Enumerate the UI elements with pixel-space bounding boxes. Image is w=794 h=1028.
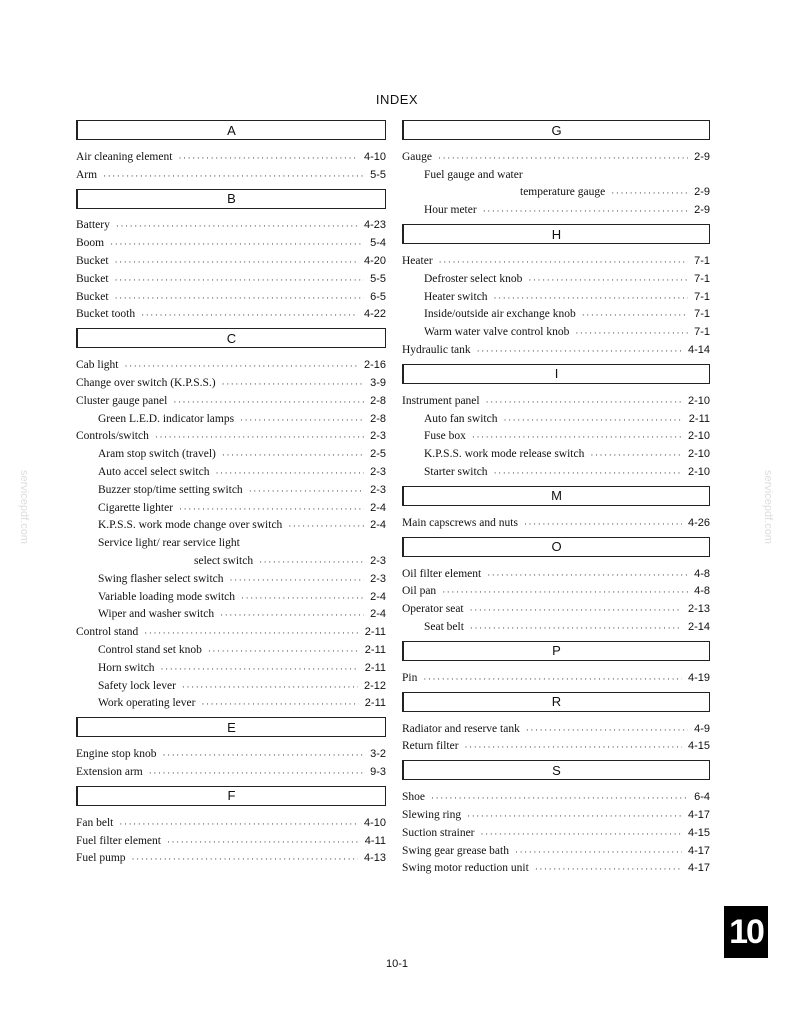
page-title: INDEX <box>375 92 419 107</box>
index-entry <box>76 760 386 778</box>
entry-page: 2-10 <box>687 430 710 443</box>
entry-text: Bucket <box>76 290 109 303</box>
dot-leader <box>115 275 365 285</box>
index-entry <box>76 585 386 603</box>
entry-page: 2-12 <box>363 679 386 692</box>
entry-page: 4-10 <box>363 150 386 163</box>
entry-text: Operator seat <box>402 603 464 616</box>
index-entry <box>402 267 710 285</box>
dot-leader <box>161 664 359 674</box>
entry-page: 4-20 <box>363 254 386 267</box>
entry-page: 7-1 <box>694 272 710 285</box>
dot-leader <box>524 519 682 529</box>
dot-leader <box>149 768 364 778</box>
entry-text: Buzzer stop/time setting switch <box>98 483 243 496</box>
index-entry <box>402 249 710 267</box>
entry-page: 2-8 <box>370 412 386 425</box>
dot-leader <box>182 682 358 692</box>
entry-page: 4-17 <box>687 844 710 857</box>
index-entry <box>402 597 710 615</box>
index-entry <box>76 407 386 425</box>
dot-leader <box>115 257 358 267</box>
page-number: 10-1 <box>385 958 409 970</box>
entry-text: Pin <box>402 671 418 684</box>
dot-leader <box>179 504 364 514</box>
dot-leader <box>103 171 364 181</box>
index-entry <box>402 857 710 875</box>
index-entry <box>76 460 386 478</box>
entry-page: 2-3 <box>370 465 386 478</box>
entry-page: 4-8 <box>694 585 710 598</box>
index-section-h <box>402 224 710 356</box>
entry-page: 2-4 <box>370 608 386 621</box>
index-entry <box>402 425 710 443</box>
entry-text: select switch <box>194 554 254 567</box>
index-section-i <box>402 364 710 478</box>
entry-page: 5-4 <box>370 237 386 250</box>
index-entry <box>76 267 386 285</box>
index-entry <box>402 821 710 839</box>
index-section-m <box>402 486 710 529</box>
entry-text: Work operating lever <box>98 697 196 710</box>
index-entry <box>76 389 386 407</box>
dot-leader <box>230 575 365 585</box>
entry-text: Slewing ring <box>402 808 462 821</box>
index-entry <box>76 531 386 549</box>
index-entry <box>76 145 386 163</box>
dot-leader <box>167 837 359 847</box>
index-entry <box>402 303 710 321</box>
section-letter-header: S <box>402 760 710 780</box>
entry-page: 4-10 <box>363 816 386 829</box>
entry-page: 2-9 <box>694 150 710 163</box>
index-entry <box>76 214 386 232</box>
entry-text: Fuel pump <box>76 852 126 865</box>
dot-leader <box>438 153 688 163</box>
index-entry <box>402 580 710 598</box>
dot-leader <box>423 674 682 684</box>
entry-page: 2-3 <box>370 572 386 585</box>
entry-text: Arm <box>76 168 98 181</box>
section-letter-header: C <box>76 328 386 348</box>
entry-page: 2-16 <box>363 359 386 372</box>
entry-text: Hydraulic tank <box>402 343 471 356</box>
dot-leader <box>472 432 682 442</box>
entry-text: Cluster gauge panel <box>76 394 168 407</box>
entry-page: 7-1 <box>694 290 710 303</box>
entry-page: 2-10 <box>687 394 710 407</box>
dot-leader <box>528 275 688 285</box>
index-entry <box>76 656 386 674</box>
section-letter-header: M <box>402 486 710 506</box>
entry-page: 5-5 <box>370 272 386 285</box>
dot-leader <box>439 257 688 267</box>
index-section-c <box>76 328 386 709</box>
entry-page: 4-11 <box>364 834 386 847</box>
index-entry <box>76 829 386 847</box>
entry-page: 7-1 <box>694 308 710 321</box>
index-entry <box>402 735 710 753</box>
index-entry <box>76 674 386 692</box>
index-entry <box>402 442 710 460</box>
index-section-e <box>76 717 386 778</box>
entry-text: Starter switch <box>424 465 488 478</box>
entry-text: Aram stop switch (travel) <box>98 448 216 461</box>
index-entry <box>76 371 386 389</box>
entry-page: 4-15 <box>687 826 710 839</box>
entry-page: 2-8 <box>370 394 386 407</box>
dot-leader <box>173 397 364 407</box>
index-column-right <box>402 120 710 882</box>
entry-page: 4-17 <box>687 862 710 875</box>
index-entry <box>76 303 386 321</box>
entry-page: 4-19 <box>687 671 710 684</box>
index-section-a <box>76 120 386 181</box>
entry-text: Control stand <box>76 626 139 639</box>
index-entry <box>402 511 710 529</box>
index-entry <box>402 181 710 199</box>
index-entry <box>402 338 710 356</box>
index-entry <box>402 717 710 735</box>
dot-leader <box>611 188 688 198</box>
index-entry <box>76 496 386 514</box>
entry-text: Safety lock lever <box>98 679 176 692</box>
entry-text: Defroster select knob <box>424 272 523 285</box>
entry-text: Bucket <box>76 272 109 285</box>
dot-leader <box>486 397 682 407</box>
entry-page: 2-9 <box>694 186 710 199</box>
entry-text: Suction strainer <box>402 826 475 839</box>
index-entry <box>76 442 386 460</box>
entry-text: Warm water valve control knob <box>424 326 570 339</box>
index-entry <box>76 638 386 656</box>
entry-page: 2-4 <box>370 519 386 532</box>
entry-text: Cab light <box>76 359 119 372</box>
index-entry <box>76 425 386 443</box>
entry-text: Engine stop knob <box>76 748 157 761</box>
section-letter-header: H <box>402 224 710 244</box>
entry-page: 5-5 <box>370 168 386 181</box>
entry-page: 2-11 <box>364 626 386 639</box>
index-section-r <box>402 692 710 753</box>
entry-text: Radiator and reserve tank <box>402 722 520 735</box>
dot-leader <box>442 587 688 597</box>
index-entry <box>402 163 710 181</box>
entry-text: Oil pan <box>402 585 437 598</box>
index-section-p <box>402 641 710 684</box>
entry-page: 2-9 <box>694 204 710 217</box>
index-entry <box>76 811 386 829</box>
index-column-left <box>76 120 386 872</box>
entry-page: 2-11 <box>364 643 386 656</box>
dot-leader <box>487 570 688 580</box>
entry-text: Fuel filter element <box>76 834 161 847</box>
entry-text: Swing motor reduction unit <box>402 862 529 875</box>
index-section-g <box>402 120 710 216</box>
index-entry <box>76 549 386 567</box>
index-entry <box>76 285 386 303</box>
index-entry <box>76 742 386 760</box>
entry-page: 2-11 <box>364 661 386 674</box>
dot-leader <box>163 750 365 760</box>
dot-leader <box>141 310 358 320</box>
dot-leader <box>208 646 359 656</box>
section-letter-header: A <box>76 120 386 140</box>
watermark-left: servicepdf.com <box>18 470 30 544</box>
entry-page: 3-2 <box>370 748 386 761</box>
entry-text: Seat belt <box>424 620 464 633</box>
entry-page: 4-14 <box>687 343 710 356</box>
entry-text: Horn switch <box>98 661 155 674</box>
watermark-right: servicepdf.com <box>762 470 774 544</box>
index-section-b <box>76 189 386 321</box>
index-entry <box>76 847 386 865</box>
entry-text: Air cleaning element <box>76 150 173 163</box>
entry-text: Bucket <box>76 254 109 267</box>
entry-text: Control stand set knob <box>98 643 202 656</box>
index-entry <box>402 145 710 163</box>
entry-page: 2-3 <box>370 554 386 567</box>
dot-leader <box>288 521 364 531</box>
index-entry <box>76 514 386 532</box>
index-section-f <box>76 786 386 864</box>
entry-page: 2-11 <box>364 697 386 710</box>
index-entry <box>402 198 710 216</box>
entry-page: 6-5 <box>370 290 386 303</box>
dot-leader <box>178 153 358 163</box>
index-section-o <box>402 537 710 633</box>
section-letter-header: R <box>402 692 710 712</box>
dot-leader <box>132 854 358 864</box>
entry-text: Gauge <box>402 150 433 163</box>
index-entry <box>402 460 710 478</box>
index-entry <box>76 353 386 371</box>
entry-page: 2-4 <box>370 501 386 514</box>
index-entry <box>76 567 386 585</box>
entry-text: Instrument panel <box>402 394 480 407</box>
index-entry <box>402 785 710 803</box>
entry-text: Inside/outside air exchange knob <box>424 308 576 321</box>
entry-text: Oil filter element <box>402 567 482 580</box>
entry-page: 3-9 <box>370 376 386 389</box>
entry-page: 6-4 <box>694 791 710 804</box>
dot-leader <box>215 468 364 478</box>
dot-leader <box>467 811 682 821</box>
dot-leader <box>465 742 682 752</box>
index-entry <box>76 163 386 181</box>
dot-leader <box>590 450 682 460</box>
section-letter-header: F <box>76 786 386 806</box>
entry-text: temperature gauge <box>520 186 606 199</box>
dot-leader <box>125 361 358 371</box>
entry-page: 4-26 <box>687 516 710 529</box>
dot-leader <box>494 468 682 478</box>
entry-text: Return filter <box>402 740 459 753</box>
index-entry <box>402 407 710 425</box>
index-entry <box>402 320 710 338</box>
dot-leader <box>241 593 364 603</box>
entry-text: Shoe <box>402 791 425 804</box>
dot-leader <box>503 415 682 425</box>
entry-text: Swing flasher select switch <box>98 572 224 585</box>
section-letter-header: P <box>402 641 710 661</box>
index-entry <box>402 615 710 633</box>
dot-leader <box>470 623 682 633</box>
entry-page: 2-13 <box>687 603 710 616</box>
entry-text: Cigarette lighter <box>98 501 174 514</box>
entry-page: 2-10 <box>687 465 710 478</box>
entry-text: Controls/switch <box>76 430 149 443</box>
entry-page: 4-22 <box>363 308 386 321</box>
dot-leader <box>477 346 682 356</box>
entry-page: 2-10 <box>687 448 710 461</box>
entry-text: Variable loading mode switch <box>98 590 236 603</box>
entry-text: Main capscrews and nuts <box>402 516 518 529</box>
dot-leader <box>110 239 364 249</box>
entry-page: 7-1 <box>694 326 710 339</box>
entry-text: Service light/ rear service light <box>98 537 240 550</box>
dot-leader <box>144 628 359 638</box>
dot-leader <box>155 432 364 442</box>
entry-text: Battery <box>76 219 110 232</box>
entry-text: Swing gear grease bath <box>402 844 509 857</box>
entry-page: 7-1 <box>694 254 710 267</box>
dot-leader <box>222 379 365 389</box>
index-entry <box>402 839 710 857</box>
entry-text: Fuel gauge and water <box>424 168 523 181</box>
dot-leader <box>526 725 688 735</box>
entry-text: Fuse box <box>424 430 466 443</box>
index-entry <box>76 478 386 496</box>
section-letter-header: E <box>76 717 386 737</box>
entry-page: 2-11 <box>688 412 710 425</box>
section-letter-header: O <box>402 537 710 557</box>
dot-leader <box>220 610 364 620</box>
index-entry <box>76 231 386 249</box>
entry-text: Wiper and washer switch <box>98 608 215 621</box>
entry-text: Green L.E.D. indicator lamps <box>98 412 235 425</box>
dot-leader <box>535 864 682 874</box>
entry-text: Change over switch (K.P.S.S.) <box>76 376 216 389</box>
entry-text: Extension arm <box>76 765 143 778</box>
dot-leader <box>201 699 358 709</box>
dot-leader <box>116 221 358 231</box>
index-entry <box>76 692 386 710</box>
dot-leader <box>483 206 688 216</box>
entry-text: Hour meter <box>424 204 477 217</box>
index-entry <box>402 562 710 580</box>
dot-leader <box>575 328 688 338</box>
dot-leader <box>494 293 689 303</box>
entry-text: Bucket tooth <box>76 308 136 321</box>
entry-page: 4-15 <box>687 740 710 753</box>
index-entry <box>76 249 386 267</box>
dot-leader <box>119 819 358 829</box>
entry-page: 4-23 <box>363 219 386 232</box>
entry-page: 2-3 <box>370 483 386 496</box>
index-entry <box>402 285 710 303</box>
index-section-s <box>402 760 710 874</box>
index-entry <box>402 666 710 684</box>
dot-leader <box>259 557 364 567</box>
entry-page: 4-17 <box>687 808 710 821</box>
dot-leader <box>431 793 688 803</box>
entry-page: 4-13 <box>363 852 386 865</box>
entry-text: Heater <box>402 254 433 267</box>
dot-leader <box>481 829 682 839</box>
entry-text: K.P.S.S. work mode change over switch <box>98 519 283 532</box>
dot-leader <box>249 486 364 496</box>
entry-text: Boom <box>76 237 105 250</box>
index-entry <box>402 803 710 821</box>
entry-page: 2-3 <box>370 430 386 443</box>
entry-page: 2-5 <box>370 448 386 461</box>
dot-leader <box>222 450 364 460</box>
dot-leader <box>515 847 682 857</box>
entry-page: 4-8 <box>694 567 710 580</box>
entry-text: K.P.S.S. work mode release switch <box>424 448 585 461</box>
dot-leader <box>240 415 364 425</box>
dot-leader <box>582 310 688 320</box>
entry-text: Auto fan switch <box>424 412 498 425</box>
index-entry <box>76 603 386 621</box>
section-letter-header: G <box>402 120 710 140</box>
entry-page: 4-9 <box>694 722 710 735</box>
index-entry <box>76 620 386 638</box>
section-letter-header: I <box>402 364 710 384</box>
index-entry <box>402 389 710 407</box>
entry-text: Heater switch <box>424 290 488 303</box>
entry-page: 2-14 <box>687 620 710 633</box>
entry-text: Fan belt <box>76 816 114 829</box>
dot-leader <box>470 605 682 615</box>
dot-leader <box>115 293 365 303</box>
chapter-tab: 10 <box>724 906 768 958</box>
entry-text: Auto accel select switch <box>98 465 210 478</box>
entry-page: 9-3 <box>370 765 386 778</box>
section-letter-header: B <box>76 189 386 209</box>
entry-page: 2-4 <box>370 590 386 603</box>
